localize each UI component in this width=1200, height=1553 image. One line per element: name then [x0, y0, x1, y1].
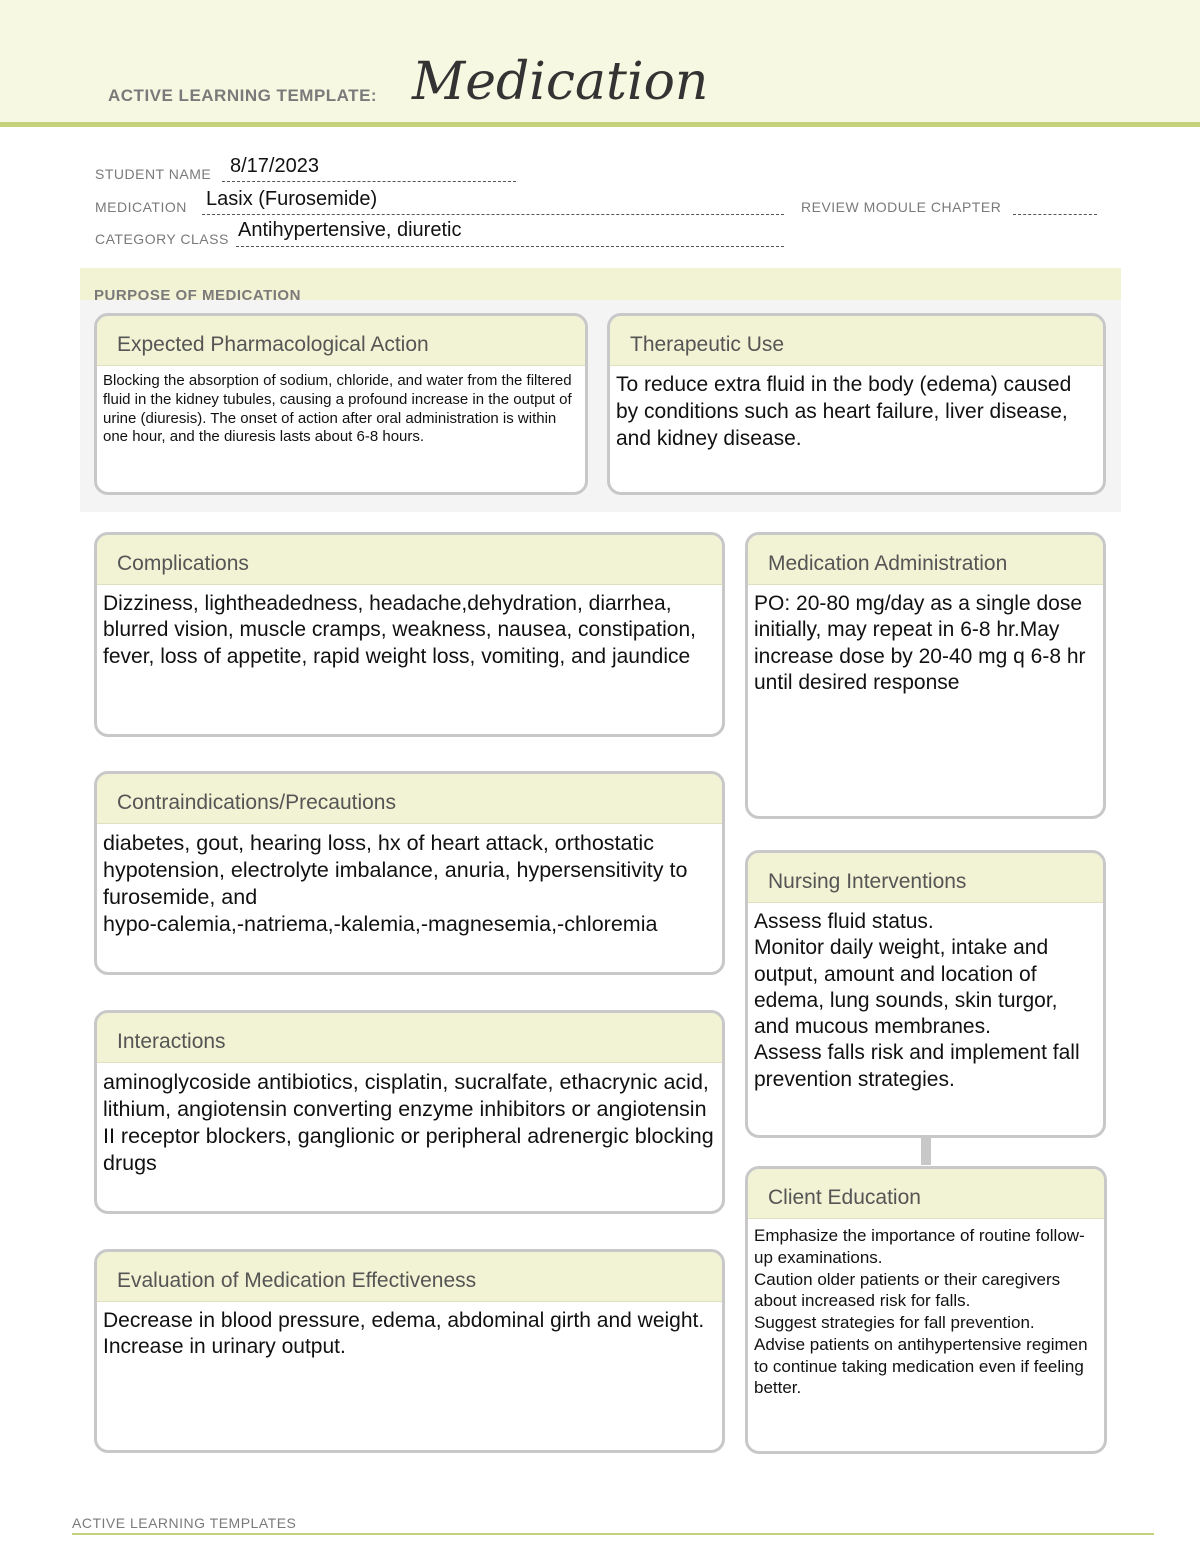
expected-action-card — [94, 313, 588, 495]
medication-field[interactable]: Lasix (Furosemide) — [206, 188, 378, 210]
template-label: ACTIVE LEARNING TEMPLATE: — [108, 86, 378, 105]
footer-label: ACTIVE LEARNING TEMPLATES — [72, 1515, 297, 1531]
expected-action-title: Expected Pharmacological Action — [97, 316, 585, 366]
contraindications-title: Contraindications/Precautions — [97, 774, 722, 824]
client-education-text[interactable]: Emphasize the importance of routine follow-up examinations. Caution older patients or their caregivers about increased risk for falls. Suggest strategies for fall prevention. Advise patients on antihypertensive regimen to continue taking medication even if feeling better. — [754, 1226, 1088, 1398]
evaluation-title: Evaluation of Medication Effectiveness — [97, 1252, 722, 1302]
student-name-label: STUDENT NAME — [95, 166, 212, 182]
interactions-text[interactable]: aminoglycoside antibiotics, cisplatin, sucralfate, ethacrynic acid, lithium, angiotensin converting enzyme inhibitors or angiotensin II receptor blockers, ganglionic or peripheral adrenergic blocking drugs — [103, 1070, 714, 1175]
expected-action-text[interactable]: Blocking the absorption of sodium, chloride, and water from the filtered fluid in the kidney tubules, causing a profound increase in the output of urine (diuresis). The onset of action after oral administration is within one hour, and the diuresis lasts about 6-8 hours. — [103, 372, 572, 446]
therapeutic-use-card — [607, 313, 1106, 495]
therapeutic-use-title: Therapeutic Use — [610, 316, 1103, 366]
student-name-field[interactable]: 8/17/2023 — [230, 155, 319, 177]
contraindications-card — [94, 771, 725, 975]
purpose-label: PURPOSE OF MEDICATION — [94, 287, 301, 304]
medication-administration-card — [745, 532, 1106, 819]
review-module-label: REVIEW MODULE CHAPTER — [801, 199, 1002, 215]
category-class-line — [236, 246, 784, 247]
complications-card — [94, 532, 725, 737]
evaluation-card — [94, 1249, 725, 1453]
category-class-field[interactable]: Antihypertensive, diuretic — [238, 219, 462, 241]
page-title: Medication — [412, 52, 709, 112]
card-connector — [921, 1135, 931, 1165]
nursing-interventions-title: Nursing Interventions — [748, 853, 1103, 903]
client-education-title: Client Education — [748, 1169, 1104, 1219]
nursing-interventions-text[interactable]: Assess fluid status. Monitor daily weight, intake and output, amount and location of edema, lung sounds, skin turgor, and mucous membranes. Assess falls risk and implement fall prevention strategies. — [754, 910, 1080, 1091]
medication-administration-title: Medication Administration — [748, 535, 1103, 585]
contraindications-text[interactable]: diabetes, gout, hearing loss, hx of heart attack, orthostatic hypotension, electrolyte imbalance, anuria, hypersensitivity to furosemide, and hypo-calemia,-natriema,-kalemia,-magnesemia,-chloremia — [103, 831, 688, 936]
footer-divider — [72, 1533, 1154, 1535]
nursing-interventions-card — [745, 850, 1106, 1138]
header-divider — [0, 122, 1200, 127]
interactions-card — [94, 1010, 725, 1214]
client-education-card — [745, 1166, 1107, 1454]
medication-line — [202, 214, 784, 215]
interactions-title: Interactions — [97, 1013, 722, 1063]
evaluation-text[interactable]: Decrease in blood pressure, edema, abdominal girth and weight. Increase in urinary output. — [103, 1309, 705, 1359]
category-class-label: CATEGORY CLASS — [95, 231, 229, 247]
complications-title: Complications — [97, 535, 722, 585]
complications-text[interactable]: Dizziness, lightheadedness, headache,dehydration, diarrhea, blurred vision, muscle cramps, weakness, nausea, constipation, fever, loss of appetite, rapid weight loss, vomiting, and jaundice — [103, 592, 696, 668]
review-module-field[interactable] — [1013, 214, 1097, 215]
therapeutic-use-text[interactable]: To reduce extra fluid in the body (edema) caused by conditions such as heart failure, liver disease, and kidney disease. — [616, 373, 1072, 450]
medication-label: MEDICATION — [95, 199, 187, 215]
medication-administration-text[interactable]: PO: 20-80 mg/day as a single dose initially, may repeat in 6-8 hr.May increase dose by 20-40 mg q 6-8 hr until desired response — [754, 592, 1086, 694]
student-name-line — [222, 181, 516, 182]
